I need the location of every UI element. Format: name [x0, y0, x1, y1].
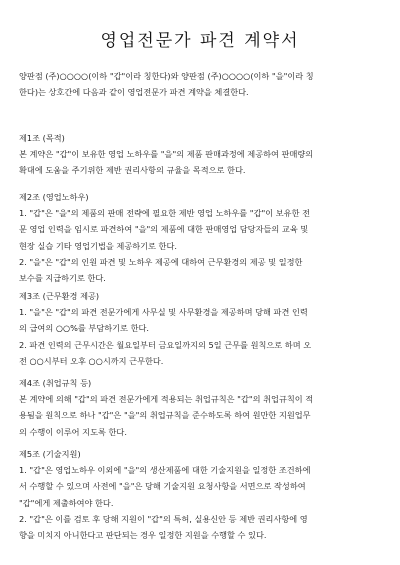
article-heading: 제4조 (취업규칙 등) — [19, 378, 92, 388]
document-title: 영업전문가 파견 계약서 — [100, 31, 300, 51]
intro-text: 양판점 (주)○○○○(이하 "갑"이라 칭한다)와 양판점 (주)○○○○(이하 "을"이라 칭 한다)는 상호간에 다음과 같이 영업전문가 파견 계약을 체결한다. — [19, 71, 314, 98]
article-text: 1. "갑"은 "을"의 제품의 판매 전략에 필요한 제반 영업 노하우를 "갑"이 보유한 전 문 영업 인력을 임시로 파견하여 "을"의 제품에 대한 판매영업 담당자들의 교육 및 현장 실습 기타 영업기법을 제공하기로 한다. 2. "을"은 "갑"의 인원 파견 및 노하우 제공에 대하여 근무환경의 제공 및 일정한 보수를 지급하기로 한다. — [19, 208, 311, 284]
article-text: 본 계약에 의해 "갑"의 파견 전문가에게 적용되는 취업규칙은 "갑"의 취업규칙이 적 용됨을 원칙으로 하나 "갑"은 "을"의 취업규칙을 준수하도록 하여 원만한 지원업무 의 수행이 이루어 지도록 한다. — [19, 394, 314, 437]
article-5 — [19, 446, 385, 543]
article-3 — [19, 288, 385, 369]
article-heading: 제5조 (기술지원) — [19, 449, 81, 459]
article-heading: 제3조 (근무환경 제공) — [19, 291, 100, 301]
article-text: 본 계약은 "갑"이 보유한 영업 노하우를 "을"의 제품 판매과정에 제공하여 판매량의 확대에 도움을 주기위한 제반 권리사항의 규율을 목적으로 한다. — [19, 149, 314, 176]
article-1 — [19, 130, 385, 179]
article-4 — [19, 375, 385, 440]
article-heading: 제1조 (목적) — [19, 133, 65, 143]
intro-block — [19, 68, 385, 100]
article-heading: 제2조 (영업노하우) — [19, 192, 89, 202]
article-text: 1. "갑"은 영업노하우 이외에 "을"의 생산제품에 대한 기술지원을 일정한 조건하에 서 수행할 수 있으며 사전에 "을"은 당해 기술지원 요청사항을 서면으로 작성하여 "갑"에게 제출하여야 한다. 2. "갑"은 이를 검토 후 당해 지원이 "갑"의 특허, 실용신안 등 제반 권리사항에 영 향을 미치지 아니한다고 판단되는 경우 일정한 지원을 수행할 수 있다. — [19, 465, 311, 541]
article-text: 1. "을"은 "갑"의 파견 전문가에게 사무실 및 사무환경을 제공하며 당해 파견 인력 의 급여의 ○○%를 부담하기로 한다. 2. 파견 인력의 근무시간은 월요일부터 금요일까지의 5일 근무를 원칙으로 하며 오 전 ○○시부터 오후 ○○시까지 근무한다. — [19, 307, 312, 366]
article-2 — [19, 189, 385, 286]
